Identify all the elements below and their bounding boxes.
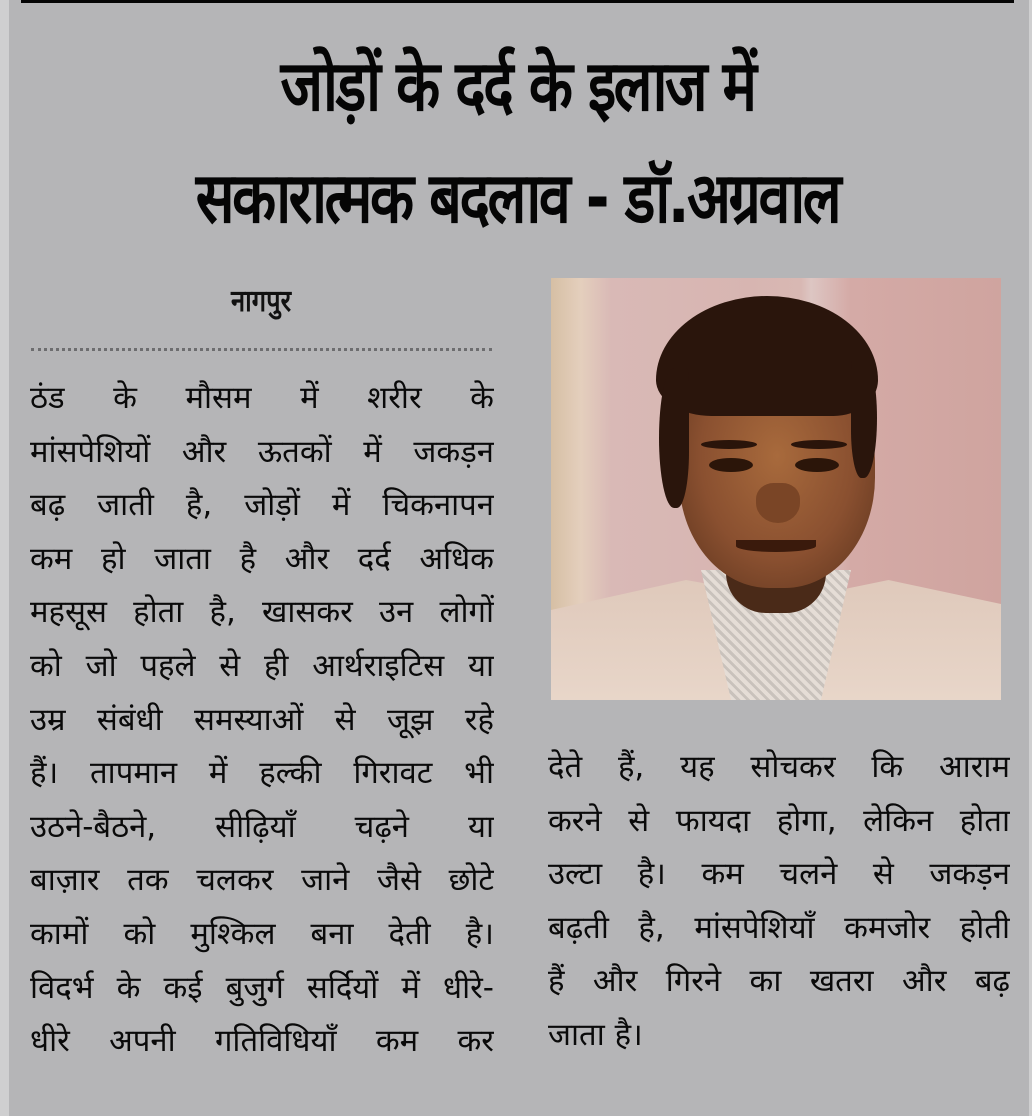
article-line: जाता है। (548, 1016, 643, 1053)
article-column-left (30, 372, 494, 1069)
article-line: कम हो जाता है और दर्द अधिक (30, 540, 494, 577)
photo-mouth (736, 540, 816, 552)
article-line: बाज़ार तक चलकर जाने जैसे छोटे (30, 862, 494, 899)
headline-line-1: जोड़ों के दर्द के इलाज में (280, 45, 755, 127)
article-line: महसूस होता है, खासकर उन लोगों (30, 594, 494, 631)
article-line: करने से फायदा होगा, लेकिन होता (548, 802, 1010, 839)
photo-hair-side-right (851, 358, 877, 478)
photo-eye-right (795, 458, 839, 472)
article-line: को जो पहले से ही आर्थराइटिस या (30, 647, 494, 684)
photo-eye-left (709, 458, 753, 472)
article-line: ठंड के मौसम में शरीर के (30, 380, 494, 416)
photo-hair-shape (656, 296, 878, 416)
article-line: हैं। तापमान में हल्की गिरावट भी (30, 755, 494, 792)
article-line: उठने-बैठने, सीढ़ियाँ चढ़ने या (30, 808, 494, 845)
photo-brow-right (791, 440, 847, 449)
article-line: देते हैं, यह सोचकर कि आराम (548, 749, 1010, 785)
article-line: हैं और गिरने का खतरा और बढ़ (548, 963, 1010, 1000)
article-column-right (548, 741, 1010, 1063)
article-line: बढ़ जाती है, जोड़ों में चिकनापन (30, 487, 494, 524)
article-line: उल्टा है। कम चलने से जकड़न (548, 856, 1010, 893)
photo-hair-side-left (659, 368, 689, 508)
photo-nose (756, 483, 800, 523)
headline-line-2: सकारात्मक बदलाव - डॉ.अग्रवाल (195, 157, 840, 239)
article-line: बढ़ती है, मांसपेशियाँ कमजोर होती (548, 909, 1010, 946)
article-line: धीरे अपनी गतिविधियाँ कम कर (30, 1023, 494, 1060)
article-line: कामों को मुश्किल बना देती है। (30, 915, 494, 952)
article-line: विदर्भ के कई बुजुर्ग सर्दियों में धीरे- (30, 969, 494, 1006)
article-line: मांसपेशियों और ऊतकों में जकड़न (30, 433, 494, 470)
dateline: नागपुर (230, 284, 292, 319)
page-edge-left (0, 0, 9, 1116)
headline (110, 30, 926, 254)
dateline-dotted-divider (31, 348, 492, 351)
article-line: उम्र संबंधी समस्याओं से जूझ रहे (30, 701, 494, 738)
doctor-portrait-photo (551, 278, 1001, 700)
top-rule-divider (21, 0, 1014, 3)
photo-brow-left (701, 440, 757, 449)
